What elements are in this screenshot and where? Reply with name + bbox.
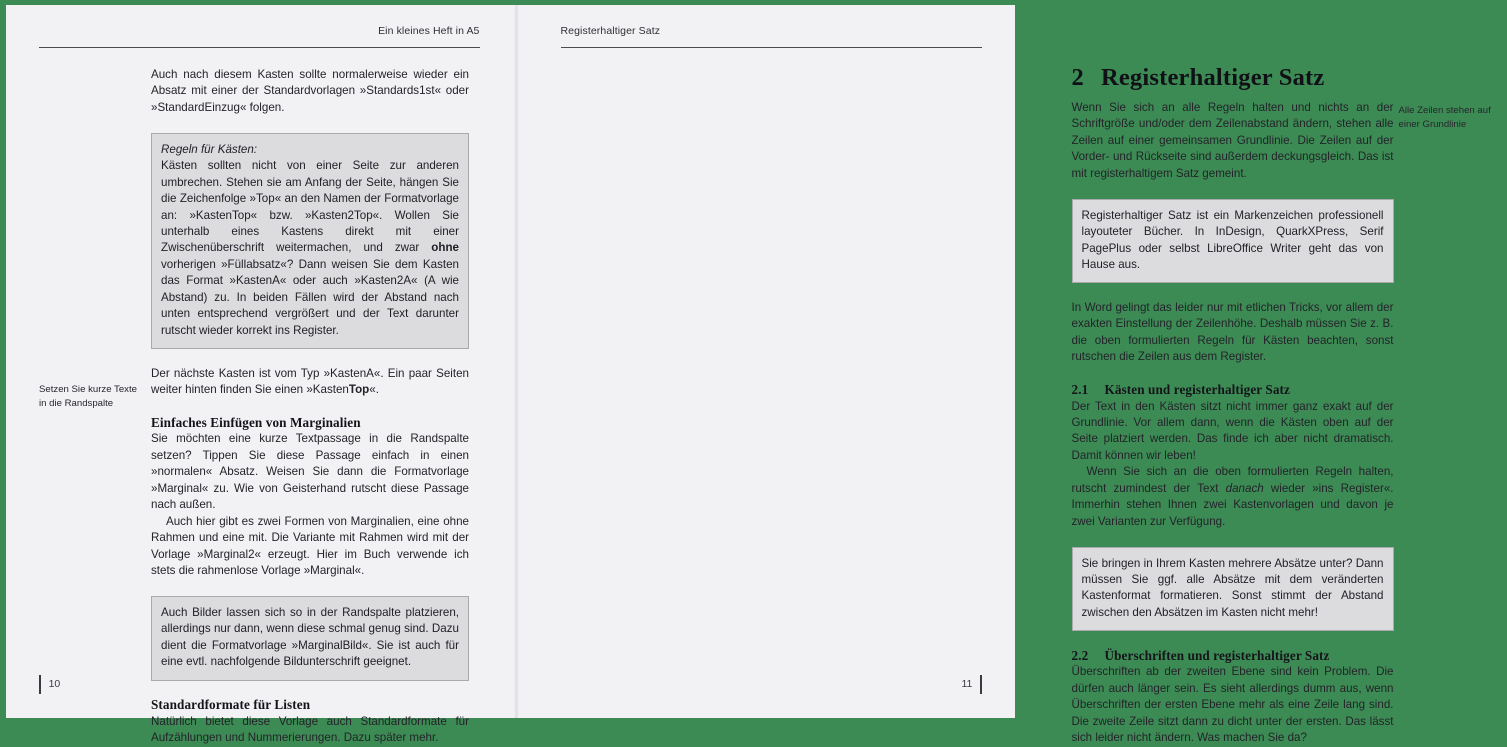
paragraph-text-1: Der nächste Kasten ist vom Typ »KastenA«. Ein paar Seiten weiter hinten finden Sie einen »Kasten xyxy=(151,366,469,397)
callout-box-body xyxy=(161,142,459,339)
paragraph-auch-hier-gibt-es: Auch hier gibt es zwei Formen von Marginalien, eine ohne Rahmen und eine mit. Die Variante mit Rahmen wird mit der Vorlage »Marginal2« erzeugt. Hier im Buch verwende ich stets die rahmenlose Vorlage »Marginal«. xyxy=(151,514,469,577)
paragraph-sie-moechten: Sie möchten eine kurze Textpassage in die Randspalte setzen? Tippen Sie diese Passage einfach in einen »normalen« Absatz. Weisen Sie dann die Formatvorlage »Marginal« zu. Wie von Geisterhand rutscht diese Passage nach außen. xyxy=(151,432,469,512)
marginal-note-left-text: Setzen Sie kurze Texte in die Randspalte xyxy=(39,384,137,409)
section-2-2-number: 2.2 xyxy=(1071,647,1089,663)
paragraph-ueberschriften-ab-der-zweiten: Überschriften ab der zweiten Ebene sind kein Problem. Die dürfen auch länger sein. Es sieht allerdings dumm aus, wenn Überschriften der ersten Ebene mehr als eine Zeile lang sind. Die zweite Zeile sitzt dann zu dicht unter der ersten. Das lässt sich leider nicht ändern. Was machen Sie da? xyxy=(1071,665,1394,745)
callout-box-text-2: vorherigen »Füllabsatz«? Dann weisen Sie dem Kasten das Format »KastenA« oder auch »Kasten2A« (A wie Abstand) zu. In beiden Fällen wird der Abstand nach unten entsprechend vergrößert und der Text darunter rutscht wieder korrekt ins Register. xyxy=(161,257,459,337)
paragraph-wenn-sie-sich-an-die-oben xyxy=(1072,464,1394,530)
paragraph-text-2: «. xyxy=(369,383,379,397)
running-head-left xyxy=(39,25,480,48)
marginal-note-right-text: Alle Zeilen stehen auf einer Grundlinie xyxy=(1398,105,1491,130)
callout-box-marginalbild-text: Auch Bilder lassen sich so in der Randspalte platzieren, allerdings nur dann, wenn diese schmal genug sind. Dazu dient die Formatvorlage »MarginalBild«. Sie ist auch für eine evtl. nachfolgende Bildunterschrift geeignet. xyxy=(161,605,459,669)
heading-einfaches-einfuegen: Einfaches Einfügen von Marginalien xyxy=(151,414,361,430)
callout-box-text-1: Kästen sollten nicht von einer Seite zur anderen umbrechen. Stehen sie am Anfang der Seite, hängen Sie die Zeichenfolge »Top« an den Namen der Formatvorlage an: »KastenTop« bzw. »Kasten2Top«. Wollen Sie unterhalb eines Kastens direkt mit einer Zwischenüberschrift weitermachen, und zwar xyxy=(161,159,459,255)
callout-box-bold-ohne: ohne xyxy=(431,241,459,255)
callout-box-registerhaltiger-satz xyxy=(1072,199,1394,284)
paragraph-4-text-2: wieder »ins Register«. Immerhin stehen Ihnen zwei Kastenvorlagen und davon je zwei Varianten zur Verfügung. xyxy=(1071,481,1394,528)
folio-right-number: 11 xyxy=(961,678,973,690)
paragraph-4-italic-danach: danach xyxy=(1225,481,1264,495)
chapter-heading-wrap xyxy=(1072,63,1402,93)
paragraph-wenn-sie-sich-an-alle-regeln: Wenn Sie sich an alle Regeln halten und nichts an der Schriftgröße und/oder dem Zeilenabstand ändern, stehen alle Zeilen auf einer gemeinsamen Grundlinie. Die Zeilen auf der Vorder- und Rückseite sind außerdem deckungsgleich. Das ist mit registerhaltigem Satz gemeint. xyxy=(1071,101,1394,180)
page-spread xyxy=(6,5,1491,745)
running-head-right xyxy=(561,25,983,48)
paragraph-bold-top: Top xyxy=(348,383,370,397)
book-spine xyxy=(514,5,519,718)
folio-rule-left xyxy=(39,675,41,694)
folio-right xyxy=(962,674,983,694)
chapter-number: 2 xyxy=(1071,64,1084,91)
marginal-note-right xyxy=(1399,104,1507,131)
heading-standardformate-fuer-listen: Standardformate für Listen xyxy=(151,697,311,713)
heading-section-2-2 xyxy=(1072,648,1394,664)
callout-box-registerhaltiger-text: Registerhaltiger Satz ist ein Markenzeichen professionell layouteter Bücher. In InDesign, QuarkXPress, Serif PagePlus oder selbst LibreOffice Writer geht das von Hause aus. xyxy=(1081,208,1384,272)
folio-left-number: 10 xyxy=(48,678,61,690)
paragraph-natuerlich-bietet: Natürlich bietet diese Vorlage auch Standardformate für Aufzählungen und Nummerierungen. Dazu später mehr. xyxy=(151,714,469,744)
chapter-heading xyxy=(1072,63,1402,93)
callout-box-regeln-fuer-kaesten xyxy=(151,133,469,349)
paragraph-der-text-in-den-kaesten: Der Text in den Kästen sitzt nicht immer ganz exakt auf der Grundlinie. Vor allem dann, wenn die Kästen oben auf der Seite platziert werden. Das finde ich aber nicht dramatisch. Damit können wir leben! xyxy=(1071,399,1394,462)
section-2-2-title: Überschriften und registerhaltiger Satz xyxy=(1104,647,1330,663)
marginal-note-left xyxy=(39,383,139,410)
running-head-right-text: Registerhaltiger Satz xyxy=(560,25,661,37)
text-column-left xyxy=(151,67,469,746)
page-right xyxy=(511,5,1491,745)
paragraph-der-naechste-kasten xyxy=(151,366,469,399)
callout-box-mehrere-absaetze xyxy=(1072,547,1394,632)
folio-rule-right xyxy=(980,675,982,694)
folio-left xyxy=(39,674,60,694)
callout-box-marginalbild xyxy=(151,596,469,681)
running-head-left-text: Ein kleines Heft in A5 xyxy=(378,25,480,37)
section-2-1-number: 2.1 xyxy=(1071,382,1089,398)
heading-section-2-1 xyxy=(1072,382,1394,398)
chapter-title: Registerhaltiger Satz xyxy=(1100,64,1325,91)
callout-box-mehrere-absaetze-text: Sie bringen in Ihrem Kasten mehrere Absätze unter? Dann müssen Sie ggf. alle Absätze mit dem veränderten Kastenformat formatieren. Sonst stimmt der Abstand zwischen den Absätzen im Kasten nicht mehr! xyxy=(1081,556,1384,619)
section-2-1-title: Kästen und registerhaltiger Satz xyxy=(1104,382,1290,398)
paragraph-4-text-1: Wenn Sie sich an die oben formulierten Regeln halten, rutscht zumindest der Text xyxy=(1071,465,1394,495)
text-column-right xyxy=(1072,100,1394,747)
paragraph-in-word-gelingt: In Word gelingt das leider nur mit etlichen Tricks, vor allem der exakten Einstellung der Zeilenhöhe. Deshalb müssen Sie z. B. die oben formulierten Regeln für Kästen beachten, sonst rutschen die Zeilen aus dem Register. xyxy=(1071,300,1394,364)
page-left xyxy=(6,5,511,744)
callout-box-title: Regeln für Kästen: xyxy=(161,142,258,156)
paragraph-auch-nach-diesem-kasten: Auch nach diesem Kasten sollte normalerweise wieder ein Absatz mit einer der Standardvorlagen »Standards1st« oder »StandardEinzug« folgen. xyxy=(151,68,469,114)
